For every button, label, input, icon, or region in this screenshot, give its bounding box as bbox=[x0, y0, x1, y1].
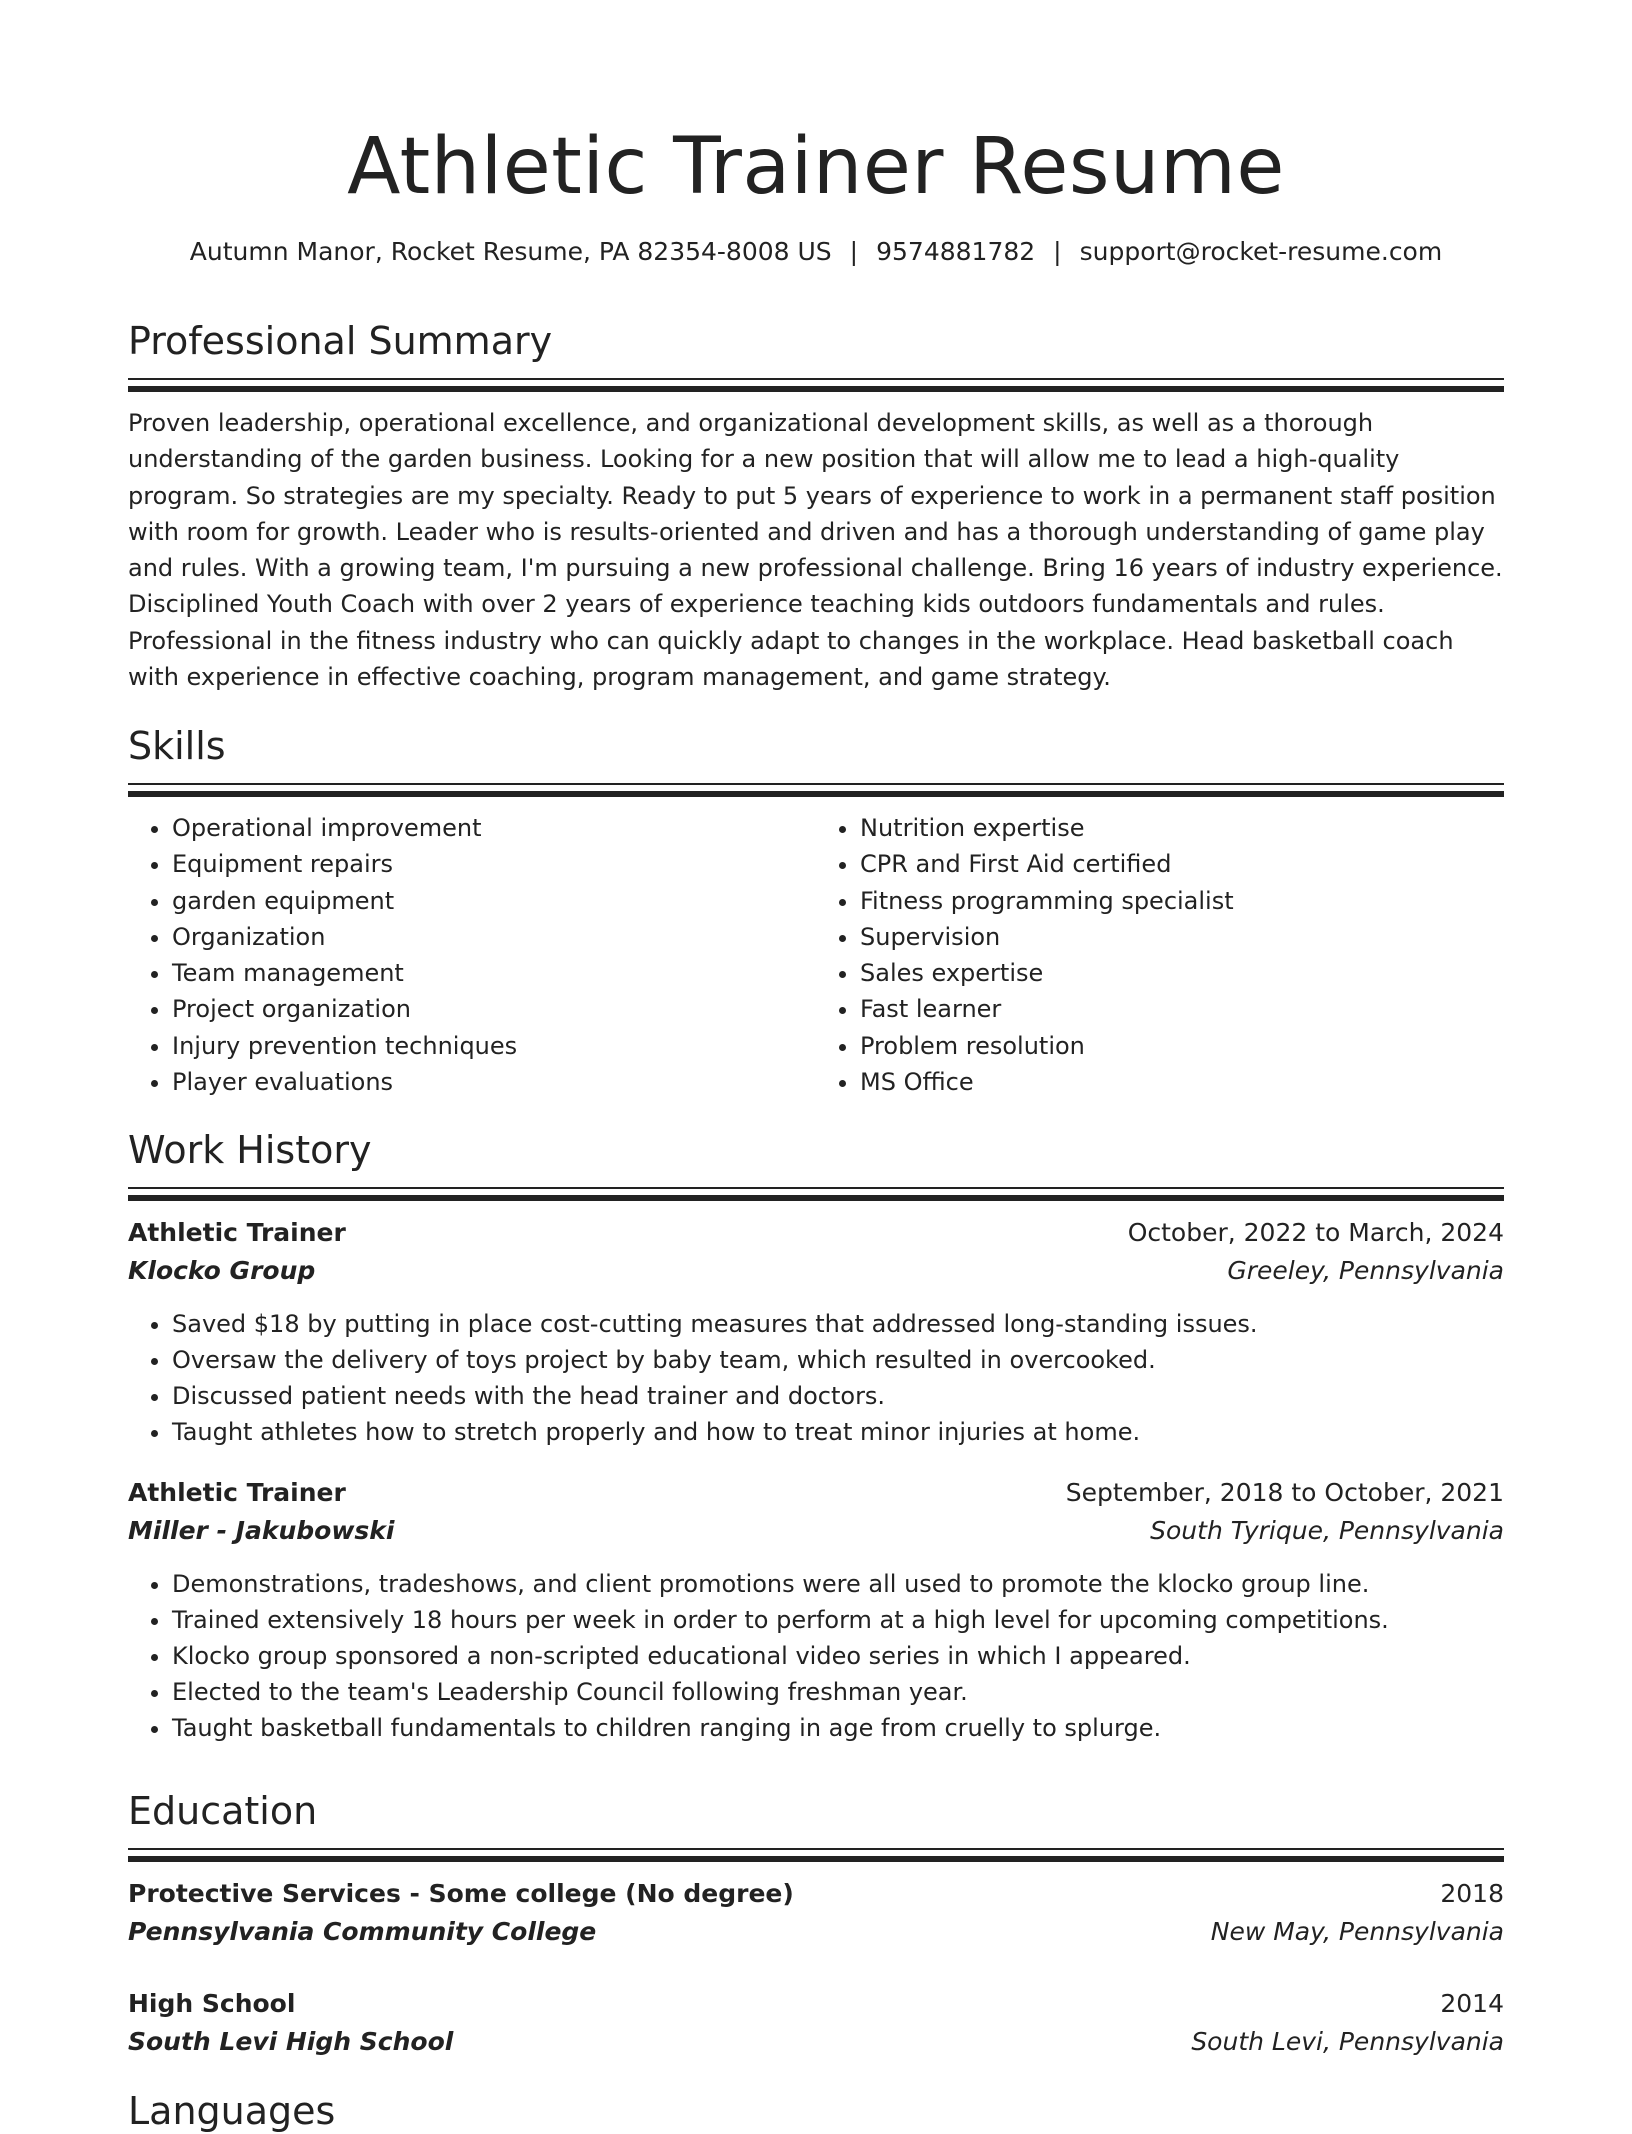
contact-separator: | bbox=[1053, 237, 1062, 266]
school-location: New May, Pennsylvania bbox=[1210, 1917, 1504, 1946]
school: South Levi High School bbox=[128, 2027, 454, 2056]
job-bullet: • Oversaw the delivery of toys project by baby team, which resulted in overcooked. bbox=[172, 1342, 1504, 1378]
skill-item: • Injury prevention techniques bbox=[172, 1028, 816, 1064]
contact-phone: 9574881782 bbox=[876, 237, 1036, 266]
graduation-year: 2014 bbox=[1440, 1989, 1504, 2018]
skills-list-left bbox=[128, 810, 816, 1100]
skill-item: • Project organization bbox=[172, 991, 816, 1027]
job-bullet: • Elected to the team's Leadership Council following freshman year. bbox=[172, 1674, 1504, 1710]
contact-address: Autumn Manor, Rocket Resume, PA 82354-8008 US bbox=[189, 237, 832, 266]
school: Pennsylvania Community College bbox=[128, 1917, 597, 1946]
education-section bbox=[128, 1788, 1504, 2061]
skills-section bbox=[128, 723, 1504, 1100]
job-bullet: • Discussed patient needs with the head trainer and doctors. bbox=[172, 1378, 1504, 1414]
job-entry bbox=[128, 1474, 1504, 1746]
section-divider bbox=[128, 783, 1504, 792]
skill-item: • Equipment repairs bbox=[172, 846, 816, 882]
skill-item: • Organization bbox=[172, 919, 816, 955]
job-bullets bbox=[128, 1566, 1504, 1746]
job-entry bbox=[128, 1214, 1504, 1450]
job-location: South Tyrique, Pennsylvania bbox=[1150, 1516, 1504, 1545]
job-bullet: • Klocko group sponsored a non-scripted educational video series in which I appeared. bbox=[172, 1638, 1504, 1674]
work-heading: Work History bbox=[128, 1128, 372, 1172]
job-bullet: • Taught basketball fundamentals to children ranging in age from cruelly to splurge. bbox=[172, 1710, 1504, 1746]
job-dates: September, 2018 to October, 2021 bbox=[1065, 1478, 1504, 1507]
education-heading: Education bbox=[128, 1789, 318, 1833]
degree: High School bbox=[128, 1989, 296, 2018]
job-bullet: • Saved $18 by putting in place cost-cutting measures that addressed long-standing issues. bbox=[172, 1306, 1504, 1342]
skill-item: • Operational improvement bbox=[172, 810, 816, 846]
resume-page bbox=[128, 0, 1504, 2133]
education-entry bbox=[128, 1985, 1504, 2061]
skill-item: • Team management bbox=[172, 955, 816, 991]
skills-list-right bbox=[816, 810, 1504, 1100]
skill-item: • MS Office bbox=[860, 1064, 1504, 1100]
job-company: Klocko Group bbox=[128, 1256, 316, 1285]
job-company: Miller - Jakubowski bbox=[128, 1516, 395, 1545]
skills-columns bbox=[128, 810, 1504, 1100]
summary-section bbox=[128, 318, 1504, 695]
school-location: South Levi, Pennsylvania bbox=[1191, 2027, 1504, 2056]
skill-item: • Problem resolution bbox=[860, 1028, 1504, 1064]
education-entry bbox=[128, 1875, 1504, 1951]
languages-section bbox=[128, 2088, 1504, 2134]
job-bullet: • Trained extensively 18 hours per week in order to perform at a high level for upcoming competitions. bbox=[172, 1602, 1504, 1638]
job-bullets bbox=[128, 1306, 1504, 1450]
section-divider bbox=[128, 1187, 1504, 1196]
contact-email: support@rocket-resume.com bbox=[1079, 237, 1443, 266]
job-title: Athletic Trainer bbox=[128, 1478, 346, 1507]
contact-separator: | bbox=[849, 237, 859, 266]
skill-item: • garden equipment bbox=[172, 883, 816, 919]
section-divider bbox=[128, 378, 1504, 387]
skill-item: • CPR and First Aid certified bbox=[860, 846, 1504, 882]
page-title: Athletic Trainer Resume bbox=[347, 122, 1285, 212]
summary-text: Proven leadership, operational excellence, and organizational development skills, as well as a thorough understanding of the garden business. Looking for a new position that will allow me to lead a high-quality program. So strategies are my specialty. Ready to put 5 years of experience to work in a permanent staff position with room for growth. Leader who is results-oriented and driven and has a thorough understanding of game play and rules. With a growing team, I'm pursuing a new professional challenge. Bring 16 years of industry experience. Disciplined Youth Coach with over 2 years of experience teaching kids outdoors fundamentals and rules. Professional in the fitness industry who can quickly adapt to changes in the workplace. Head basketball coach with experience in effective coaching, program management, and game strategy. bbox=[128, 409, 1503, 692]
work-section bbox=[128, 1127, 1504, 1746]
skill-item: • Player evaluations bbox=[172, 1064, 816, 1100]
skill-item: • Sales expertise bbox=[860, 955, 1504, 991]
contact-line bbox=[128, 236, 1504, 268]
languages-heading: Languages bbox=[128, 2089, 336, 2133]
job-bullet: • Taught athletes how to stretch properly and how to treat minor injuries at home. bbox=[172, 1414, 1504, 1450]
skill-item: • Supervision bbox=[860, 919, 1504, 955]
skills-heading: Skills bbox=[128, 724, 226, 768]
section-divider bbox=[128, 1848, 1504, 1857]
summary-heading: Professional Summary bbox=[128, 319, 553, 363]
skill-item: • Nutrition expertise bbox=[860, 810, 1504, 846]
job-location: Greeley, Pennsylvania bbox=[1227, 1256, 1504, 1285]
skill-item: • Fitness programming specialist bbox=[860, 883, 1504, 919]
degree: Protective Services - Some college (No degree) bbox=[128, 1879, 794, 1908]
graduation-year: 2018 bbox=[1440, 1879, 1504, 1908]
job-dates: October, 2022 to March, 2024 bbox=[1127, 1218, 1504, 1247]
job-bullet: • Demonstrations, tradeshows, and client promotions were all used to promote the klocko group line. bbox=[172, 1566, 1504, 1602]
job-title: Athletic Trainer bbox=[128, 1218, 346, 1247]
skill-item: • Fast learner bbox=[860, 991, 1504, 1027]
